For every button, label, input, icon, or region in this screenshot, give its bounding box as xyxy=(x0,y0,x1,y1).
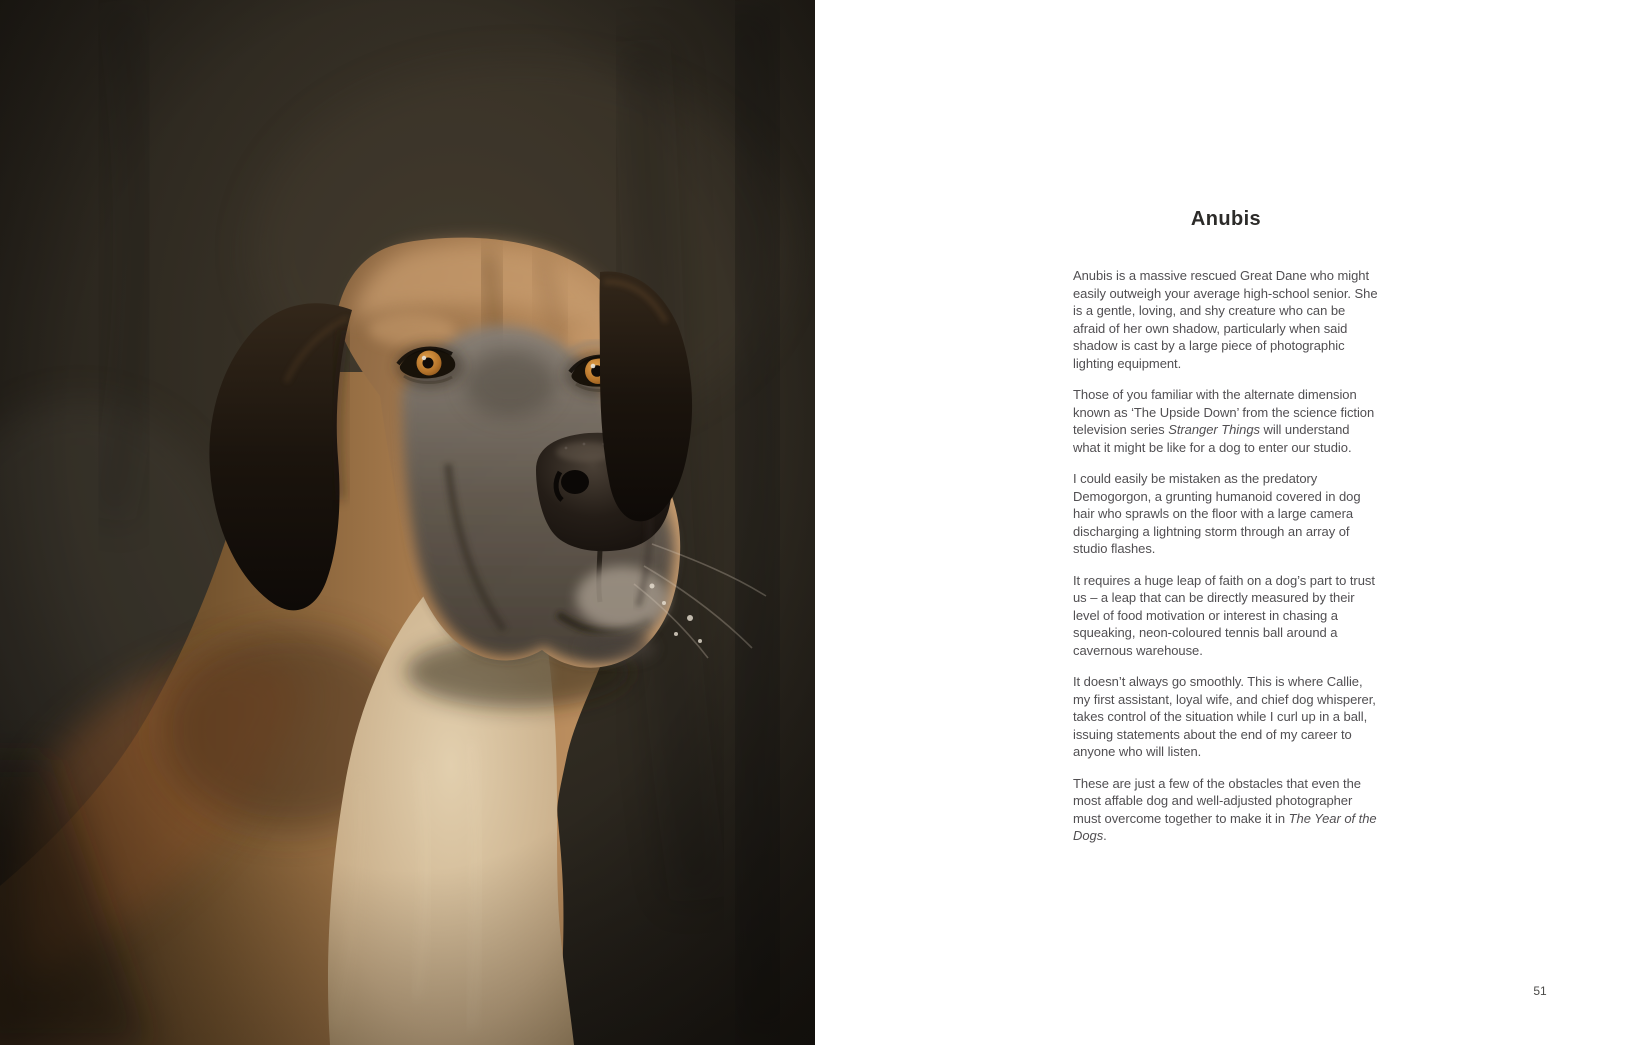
paragraph: Anubis is a massive rescued Great Dane who might easily outweigh your average high-school senior. She is a gentle, loving, and shy creature who can be afraid of her own shadow, particularly when said shadow is cast by a large piece of photographic lighting equipment. xyxy=(1073,268,1378,371)
paragraph: It requires a huge leap of faith on a dog’s part to trust us – a leap that can be directly measured by their level of food motivation or interest in chasing a squeaking, neon-coloured tennis ball around a cavernous warehouse. xyxy=(1073,572,1375,658)
body-paragraphs xyxy=(1073,267,1379,845)
text-page xyxy=(815,0,1630,1045)
text-block xyxy=(1073,206,1379,845)
paragraph: Those of you familiar with the alternate dimension known as ‘The Upside Down’ from the science fiction television series Stranger Things will understand what it might be like for a dog to enter our studio. xyxy=(1073,387,1375,455)
paragraph: It doesn’t always go smoothly. This is where Callie, my first assistant, loyal wife, and chief dog whisperer, takes control of the situation while I curl up in a ball, issuing statements about the end of my career to anyone who will listen. xyxy=(1073,674,1376,759)
paragraph: These are just a few of the obstacles that even the most affable dog and well-adjusted photographer must overcome together to make it in The Year of the Dogs. xyxy=(1073,775,1377,843)
chapter-title: Anubis xyxy=(1190,208,1262,230)
page-number: 51 xyxy=(1533,984,1547,998)
paragraph: I could easily be mistaken as the predatory Demogorgon, a grunting humanoid covered in dog hair who sprawls on the floor with a large camera discharging a lightning storm through an array of studio flashes. xyxy=(1073,471,1361,556)
